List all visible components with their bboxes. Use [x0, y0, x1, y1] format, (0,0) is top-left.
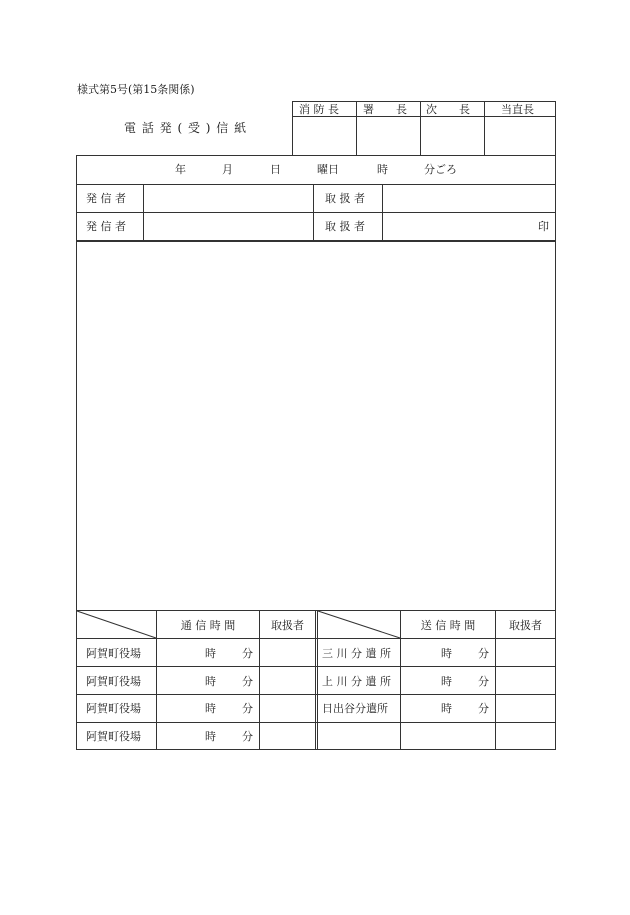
log-handler-cell[interactable]: [260, 667, 315, 694]
minute-unit: 分: [478, 675, 489, 688]
form-id: 様式第5号(第15条関係): [77, 83, 195, 96]
approval-header-duty-officer: 当直長: [501, 103, 534, 116]
hour-unit: 時: [441, 647, 452, 660]
handler-label: 取 扱 者: [325, 220, 365, 233]
minute-unit: 分: [242, 730, 253, 743]
sender-field[interactable]: [144, 185, 313, 212]
year-label: 年: [175, 163, 186, 176]
hour-unit: 時: [441, 675, 452, 688]
hour-unit: 時: [205, 702, 216, 715]
hour-unit: 時: [205, 730, 216, 743]
hour-unit: 時: [205, 647, 216, 660]
right-row-station: 日出谷分遣所: [322, 702, 388, 715]
left-row-office: 阿賀町役場: [86, 647, 141, 660]
approval-stamp-box[interactable]: [421, 117, 484, 155]
minute-unit: 分: [242, 675, 253, 688]
minute-unit: 分: [478, 647, 489, 660]
form-title: 電 話 発 ( 受 ) 信 紙: [124, 121, 248, 135]
log-handler-cell[interactable]: [260, 695, 315, 722]
approval-header-chief: 消 防 長: [299, 103, 339, 116]
approval-stamp-box[interactable]: [293, 117, 356, 155]
minute-label: 分ごろ: [424, 163, 457, 176]
left-handler-header: 取扱者: [271, 619, 304, 632]
approval-header-deputy: 次 長: [426, 103, 470, 116]
month-label: 月: [222, 163, 233, 176]
approval-stamp-box[interactable]: [485, 117, 555, 155]
approval-header-station-chief: 署 長: [363, 103, 407, 116]
day-label: 日: [270, 163, 281, 176]
left-row-office: 阿賀町役場: [86, 730, 141, 743]
hour-unit: 時: [441, 702, 452, 715]
left-time-header: 通 信 時 間: [180, 619, 236, 632]
left-row-office: 阿賀町役場: [86, 702, 141, 715]
weekday-label: 曜日: [317, 163, 339, 176]
sender-label: 発 信 者: [86, 192, 126, 205]
sender-field[interactable]: [144, 213, 313, 240]
log-handler-cell[interactable]: [496, 639, 555, 666]
minute-unit: 分: [242, 702, 253, 715]
handler-label: 取 扱 者: [325, 192, 365, 205]
handler-field[interactable]: [383, 213, 555, 240]
right-row-station: 上 川 分 遣 所: [322, 675, 391, 688]
sender-label: 発 信 者: [86, 220, 126, 233]
right-row-station: 三 川 分 遣 所: [322, 647, 391, 660]
right-time-header: 送 信 時 間: [420, 619, 476, 632]
seal-mark: 印: [538, 220, 549, 233]
right-handler-header: 取扱者: [509, 619, 542, 632]
left-row-office: 阿賀町役場: [86, 675, 141, 688]
hour-label: 時: [377, 163, 388, 176]
log-handler-cell[interactable]: [496, 695, 555, 722]
message-body-area[interactable]: [77, 242, 555, 610]
hour-unit: 時: [205, 675, 216, 688]
minute-unit: 分: [478, 702, 489, 715]
minute-unit: 分: [242, 647, 253, 660]
handler-field[interactable]: [383, 185, 555, 212]
log-handler-cell[interactable]: [496, 667, 555, 694]
approval-stamp-box[interactable]: [357, 117, 420, 155]
log-handler-cell[interactable]: [260, 723, 315, 749]
log-handler-cell[interactable]: [260, 639, 315, 666]
